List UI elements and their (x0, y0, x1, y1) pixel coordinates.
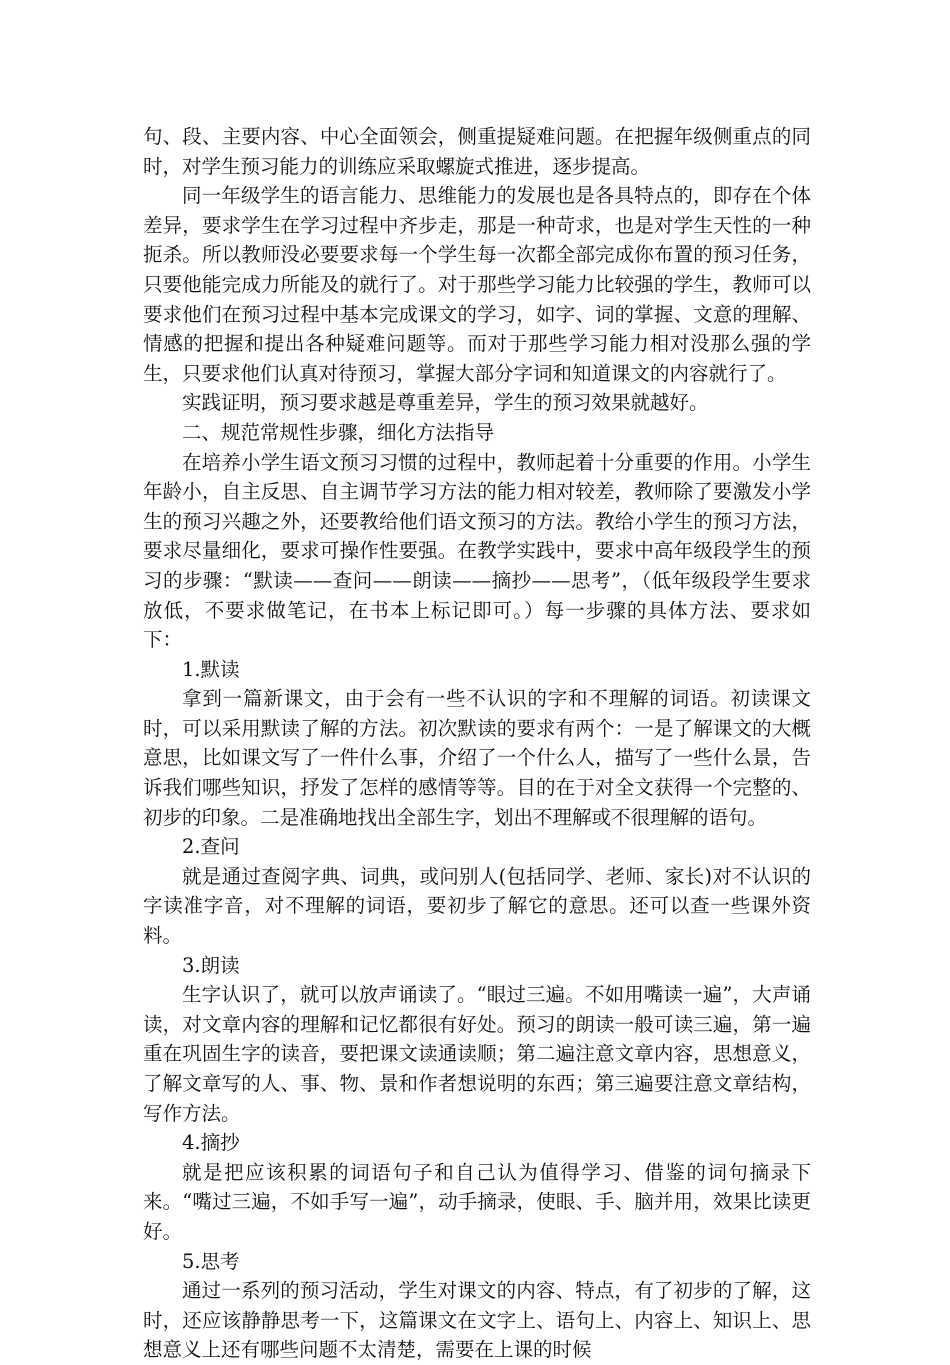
step-heading-silent-reading: 1.默读 (182, 657, 240, 681)
paragraph-individual-differences: 同一年级学生的语言能力、思维能力的发展也是各具特点的，即存在个体差异，要求学生在学习过程中齐步走，那是一种苛求，也是对学生天性的一种扼杀。所以教师没必要要求每一个学生每一次都全部完成你布置的预习任务，只要他能完成力所能及的就行了。对于那些学习能力比较强的学生，教师可以要求他们在预习过程中基本完成课文的学习，如字、词的掌握、文意的理解、情感的把握和提出各种疑难问题等。而对于那些学习能力相对没那么强的学生，只要求他们认真对待预习，掌握大部分字词和知道课文的内容就行了。 (143, 184, 811, 385)
body-text (143, 122, 811, 1365)
step-heading-excerpt: 4.摘抄 (182, 1131, 240, 1155)
paragraph-continued: 句、段、主要内容、中心全面领会，侧重提疑难问题。在把握年级侧重点的同时，对学生预习能力的训练应采取螺旋式推进，逐步提高。 (143, 125, 811, 178)
paragraph-practice-proves: 实践证明，预习要求越是尊重差异，学生的预习效果就越好。 (182, 391, 709, 415)
paragraph-read-aloud: 生字认识了，就可以放声诵读了。“眼过三遍。不如用嘴读一遍”，大声诵读，对文章内容的理解和记忆都很有好处。预习的朗读一般可读三遍，第一遍重在巩固生字的读音，要把课文读通读顺；第二遍注意文章内容，思想意义，了解文章写的人、事、物、景和作者想说明的东西；第三遍要注意文章结构，写作方法。 (143, 983, 811, 1125)
step-heading-read-aloud: 3.朗读 (182, 953, 240, 977)
step-heading-lookup: 2.查问 (182, 835, 240, 859)
paragraph-silent-reading: 拿到一篇新课文，由于会有一些不认识的字和不理解的词语。初读课文时，可以采用默读了解的方法。初次默读的要求有两个：一是了解课文的大概意思，比如课文写了一件什么事，介绍了一个什么人，描写了一些什么景，告诉我们哪些知识，抒发了怎样的感情等等。目的在于对全文获得一个完整的、初步的印象。二是准确地找出全部生字，划出不理解或不很理解的语句。 (143, 687, 811, 829)
paragraph-teacher-role: 在培养小学生语文预习习惯的过程中，教师起着十分重要的作用。小学生年龄小，自主反思、自主调节学习方法的能力相对较差，教师除了要激发小学生的预习兴趣之外，还要教给他们语文预习的方法。教给小学生的预习方法，要求尽量细化，要求可操作性要强。在教学实践中，要求中高年级段学生的预习的步骤：“默读——查问——朗读——摘抄——思考”，（低年级段学生要求放低，不要求做笔记，在书本上标记即可。）每一步骤的具体方法、要求如下： (143, 450, 811, 652)
step-heading-reflect: 5.思考 (182, 1249, 240, 1273)
paragraph-lookup: 就是通过查阅字典、词典，或问别人(包括同学、老师、家长)对不认识的字读准字音，对不理解的词语，要初步了解它的意思。还可以查一些课外资料。 (143, 864, 811, 948)
paragraph-excerpt: 就是把应该积累的词语句子和自己认为值得学习、借鉴的词句摘录下来。“嘴过三遍，不如手写一遍”，动手摘录，使眼、手、脑并用，效果比读更好。 (143, 1160, 811, 1243)
section-heading-two: 二、规范常规性步骤，细化方法指导 (182, 420, 495, 444)
paragraph-reflect: 通过一系列的预习活动，学生对课文的内容、特点，有了初步的了解，这时，还应该静静思考一下，这篇课文在文字上、语句上、内容上、知识上、思想意义上还有哪些问题不太清楚，需要在上课的时候 (143, 1279, 811, 1362)
